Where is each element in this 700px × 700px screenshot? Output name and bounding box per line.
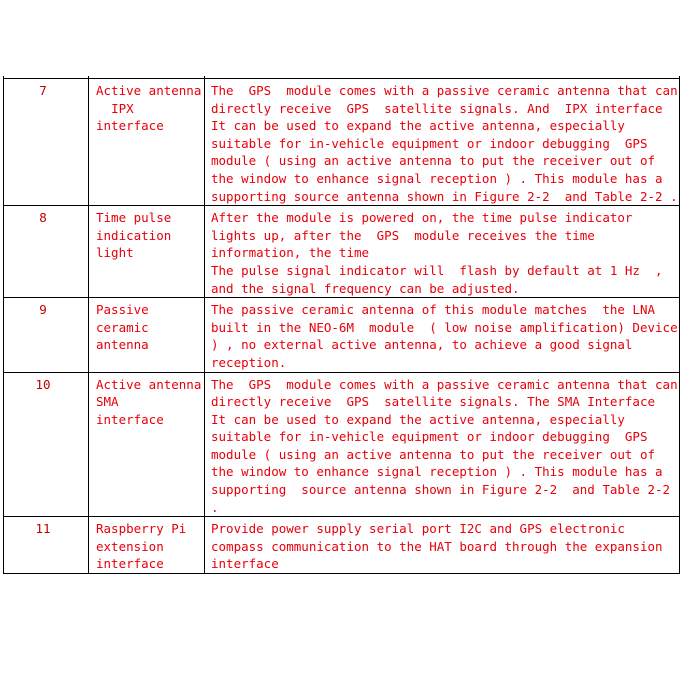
row-number: 7 [39, 83, 47, 98]
description-paragraph: The GPS module comes with a passive ceramic antenna that can directly receive GPS satellite signals. The SMA Interface [211, 376, 686, 410]
item-description-cell [205, 517, 680, 574]
item-name: Active antenna IPX interface [96, 83, 202, 134]
table-row [4, 517, 680, 574]
table-row [4, 206, 680, 298]
description-paragraph: The pulse signal indicator will flash by default at 1 Hz , and the signal frequency can be adjusted. [211, 262, 671, 296]
description-paragraph: Provide power supply serial port I2C and GPS electronic compass communication to the HAT board through the expansion interface [211, 521, 671, 572]
table-row [4, 298, 680, 372]
description-paragraph: It can be used to expand the active antenna, especially suitable for in-vehicle equipment or indoor debugging GPS module ( using an active antenna to put the receiver out of the window to enhance signal reception ) . This module has a supporting source antenna shown in Figure 2-2 and Table 2-2 . [211, 118, 678, 204]
item-name: Passive ceramic antenna [96, 302, 149, 353]
item-name: Active antenna SMA interface [96, 376, 202, 427]
row-number-cell [4, 298, 89, 372]
item-name: Time pulse indication light [96, 210, 172, 261]
description-paragraph: After the module is powered on, the time pulse indicator lights up, after the GPS module receives the time information, the time [211, 210, 640, 261]
item-name-cell [89, 372, 205, 517]
description-paragraph: The GPS module comes with a passive ceramic antenna that can directly receive GPS satellite signals. And IPX interface [211, 83, 686, 116]
row-number-cell [4, 372, 89, 517]
description-paragraph: It can be used to expand the active antenna, especially suitable for in-vehicle equipment or indoor debugging GPS module ( using an active antenna to put the receiver out of the window to enhance signal reception ) . This module has a supporting source antenna shown in Figure 2-2 and Table 2-2 . [211, 411, 678, 515]
item-description-cell [205, 79, 686, 206]
row-number: 10 [35, 376, 51, 392]
item-name-cell [89, 298, 205, 372]
row-number: 11 [35, 521, 51, 537]
item-name-cell [89, 206, 205, 298]
row-number-cell [4, 79, 89, 206]
item-description-cell [205, 206, 680, 298]
item-name: Raspberry Pi extension interface [96, 521, 187, 572]
table-row [4, 79, 680, 206]
item-name-cell [89, 517, 205, 574]
row-number-cell [4, 206, 89, 298]
row-number: 9 [39, 302, 47, 318]
item-name-cell [89, 79, 205, 206]
spec-table [3, 76, 686, 574]
row-number: 8 [39, 210, 47, 226]
table-body [4, 76, 686, 574]
item-description-cell [205, 372, 686, 517]
table-row [4, 372, 680, 517]
item-description-cell [205, 298, 686, 372]
row-number-cell [4, 517, 89, 574]
description-paragraph: The passive ceramic antenna of this module matches the LNA built in the NEO-6M module ( low noise amplification) Device ) , no external active antenna, to achieve a good signal reception. [211, 302, 686, 370]
